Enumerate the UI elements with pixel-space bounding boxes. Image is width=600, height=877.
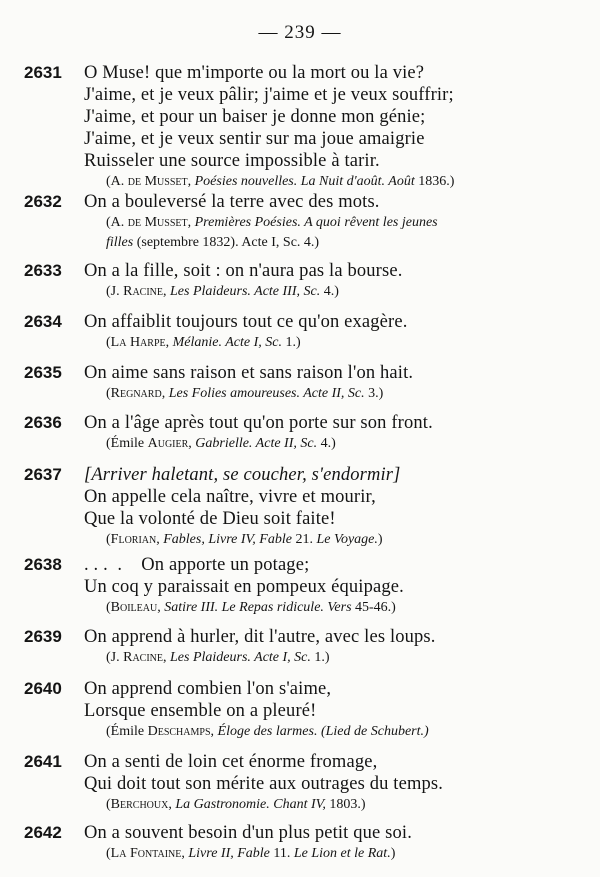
citation: (Regnard, Les Folies amoureuses. Acte II, Sc. 3.)	[106, 386, 384, 401]
citation-work: Premières Poésies. A quoi rêvent les jeunes	[194, 215, 438, 230]
verse-line: Que la volonté de Dieu soit faite!	[84, 509, 336, 529]
citation-author: Deschamps	[147, 724, 211, 739]
verse-line: On aime sans raison et sans raison l'on hait.	[84, 363, 414, 383]
citation: (Berchoux, La Gastronomie. Chant IV, 1803.)	[106, 797, 366, 812]
citation-author: Augier	[147, 436, 189, 451]
verse-line: Lorsque ensemble on a pleuré!	[84, 701, 317, 721]
verse-line: On apprend à hurler, dit l'autre, avec les loups.	[84, 627, 436, 647]
citation-author: La Fontaine	[110, 846, 182, 861]
citation-author: Florian	[110, 532, 157, 547]
citation-work: La Gastronomie. Chant IV,	[175, 797, 326, 812]
verse-line: On a la fille, soit : on n'aura pas la bourse.	[84, 261, 403, 281]
citation: (A. de Musset, Poésies nouvelles. La Nuit d'août. Août 1836.)	[106, 174, 455, 189]
verse-line: On apprend combien l'on s'aime,	[84, 679, 332, 699]
entry-number: 2637	[24, 465, 62, 484]
entry-number: 2639	[24, 627, 62, 646]
verse-line: On a l'âge après tout qu'on porte sur son front.	[84, 413, 433, 433]
citation: (Émile Deschamps, Éloge des larmes. (Lied de Schubert.)	[106, 724, 429, 739]
verse-line: J'aime, et pour un baiser je donne mon génie;	[84, 107, 426, 127]
citation-author: de Musset	[127, 174, 188, 189]
citation-work: Les Plaideurs. Acte III, Sc.	[170, 284, 321, 299]
verse-line: On a senti de loin cet énorme fromage,	[84, 752, 378, 772]
citation: (Florian, Fables, Livre IV, Fable 21. Le Voyage.)	[106, 532, 383, 547]
citation: (Boileau, Satire III. Le Repas ridicule. Vers 45-46.)	[106, 600, 396, 615]
citation: (La Harpe, Mélanie. Acte I, Sc. 1.)	[106, 335, 301, 350]
citation-work: Gabrielle. Acte II, Sc.	[195, 436, 318, 451]
verse-line: J'aime, et je veux sentir sur ma joue amaigrie	[84, 129, 425, 149]
citation-author: Racine	[123, 284, 164, 299]
citation: (La Fontaine, Livre II, Fable 11. Le Lion et le Rat.)	[106, 846, 396, 861]
entry-number: 2631	[24, 63, 62, 82]
verse-line: On appelle cela naître, vivre et mourir,	[84, 487, 376, 507]
citation: (A. de Musset, Premières Poésies. A quoi rêvent les jeunes	[106, 215, 438, 230]
citation-author: Racine	[123, 650, 164, 665]
citation-work: Poésies nouvelles. La Nuit d'août. Août	[194, 174, 415, 189]
citation: (J. Racine, Les Plaideurs. Acte I, Sc. 1.)	[106, 650, 330, 665]
entry-number: 2641	[24, 752, 62, 771]
citation-author: Berchoux	[110, 797, 169, 812]
verse-line: Un coq y paraissait en pompeux équipage.	[84, 577, 404, 597]
citation-continued: filles (septembre 1832). Acte I, Sc. 4.)	[106, 234, 320, 250]
verse-line: Qui doit tout son mérite aux outrages du temps.	[84, 774, 444, 794]
entry-number: 2636	[24, 413, 62, 432]
entry-number: 2634	[24, 312, 62, 331]
entry-number: 2633	[24, 261, 62, 280]
entry-number: 2642	[24, 823, 62, 842]
entry-number: 2635	[24, 363, 62, 382]
citation-work: Fables, Livre IV, Fable	[163, 532, 292, 547]
citation: (J. Racine, Les Plaideurs. Acte III, Sc. 4.)	[106, 284, 339, 299]
verse-line: J'aime, et je veux pâlir; j'aime et je veux souffrir;	[84, 85, 454, 105]
entry-number: 2632	[24, 192, 62, 211]
citation-author: Boileau	[110, 600, 158, 615]
verse-line: On a bouleversé la terre avec des mots.	[84, 192, 380, 212]
entry-number: 2638	[24, 555, 62, 574]
verse-line: O Muse! que m'importe ou la mort ou la vie?	[84, 63, 425, 83]
citation: (Émile Augier, Gabrielle. Acte II, Sc. 4.)	[106, 436, 336, 451]
verse-line: On a souvent besoin d'un plus petit que soi.	[84, 823, 413, 843]
verse-line: [Arriver haletant, se coucher, s'endormir]	[84, 465, 401, 485]
citation-author: de Musset	[127, 215, 188, 230]
verse-line: On affaiblit toujours tout ce qu'on exagère.	[84, 312, 408, 332]
citation-work: Satire III. Le Repas ridicule. Vers	[164, 600, 352, 615]
citation-work: Les Folies amoureuses. Acte II, Sc.	[168, 386, 365, 401]
citation-author: La Harpe	[110, 335, 166, 350]
verse-line: Ruisseler une source impossible à tarir.	[84, 151, 380, 171]
page-number: — 239 —	[258, 22, 342, 43]
citation-author: Regnard	[110, 386, 162, 401]
citation-work: Les Plaideurs. Acte I, Sc.	[170, 650, 311, 665]
citation-work: Mélanie. Acte I, Sc.	[172, 335, 282, 350]
verse-line: . . . . On apporte un potage;	[84, 555, 310, 575]
citation-work: Livre II, Fable	[188, 846, 270, 861]
citation-work: Éloge des larmes. (Lied de Schubert.)	[217, 724, 429, 739]
entry-number: 2640	[24, 679, 62, 698]
